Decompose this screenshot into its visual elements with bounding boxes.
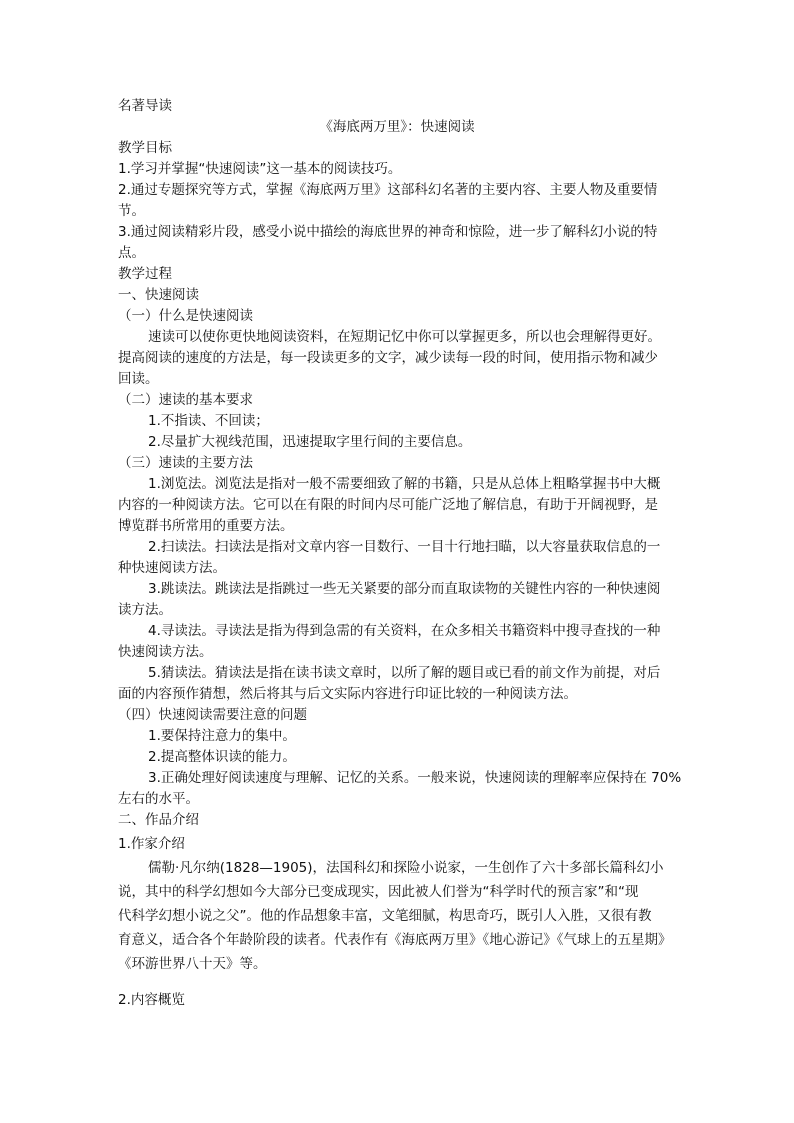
author-line-2: 说，其中的科学幻想如今大部分已变成现实，因此被人们誉为“科学时代的预言家”和“现 [118, 884, 639, 900]
part1-sub2-heading: （二）速读的基本要求 [118, 392, 253, 408]
method-1-line-2: 内容的一种阅读方法。它可以在有限的时间内尽可能广泛地了解信息，有助于开阔视野，是 [118, 497, 658, 513]
part1-sub1-line-2: 提高阅读的速度的方法是，每一段读更多的文字，减少读每一段的时间，使用指示物和减少 [118, 350, 658, 366]
part2-heading: 二、作品介绍 [118, 812, 199, 828]
part1-sub1-line-1: 速读可以使你更快地阅读资料，在短期记忆中你可以掌握更多，所以也会理解得更好。 [148, 329, 661, 345]
author-line-5: 《环游世界八十天》等。 [118, 956, 267, 972]
method-1-line-1: 1.浏览法。浏览法是指对一般不需要细致了解的书籍，只是从总体上粗略掌握书中大概 [148, 476, 661, 492]
goal-3-line-2: 点。 [118, 245, 145, 261]
note-3-line-2: 左右的水平。 [118, 791, 199, 807]
part1-sub2-item-1: 1.不指读、不回读； [148, 413, 269, 429]
section-label: 名著导读 [118, 98, 172, 114]
author-line-4: 育意义，适合各个年龄阶段的读者。代表作有《海底两万里》《地心游记》《气球上的五星期》 [118, 932, 672, 948]
goal-1: 1.学习并掌握“快速阅读”这一基本的阅读技巧。 [118, 161, 402, 177]
content-heading: 2.内容概览 [118, 992, 185, 1008]
part1-heading: 一、快速阅读 [118, 287, 199, 303]
method-3-line-1: 3.跳读法。跳读法是指跳过一些无关紧要的部分而直取读物的关键性内容的一种快速阅 [148, 581, 661, 597]
note-1: 1.要保持注意力的集中。 [148, 728, 296, 744]
method-3-line-2: 读方法。 [118, 602, 172, 618]
goal-2-line-2: 节。 [118, 203, 145, 219]
note-3-line-1: 3.正确处理好阅读速度与理解、记忆的关系。一般来说，快速阅读的理解率应保持在 70% [148, 770, 682, 786]
note-2: 2.提高整体识读的能力。 [148, 749, 296, 765]
process-heading: 教学过程 [118, 266, 172, 282]
method-5-line-2: 面的内容预作猜想，然后将其与后文实际内容进行印证比较的一种阅读方法。 [118, 686, 577, 702]
part1-sub2-item-2: 2.尽量扩大视线范围，迅速提取字里行间的主要信息。 [148, 434, 472, 450]
method-4-line-2: 快速阅读方法。 [118, 644, 213, 660]
part1-sub4-heading: （四）快速阅读需要注意的问题 [118, 707, 307, 723]
teaching-goals-heading: 教学目标 [118, 140, 172, 156]
part1-sub3-heading: （三）速读的主要方法 [118, 455, 253, 471]
method-5-line-1: 5.猜读法。猜读法是指在读书读文章时，以所了解的题目或已看的前文作为前提，对后 [148, 665, 661, 681]
author-heading: 1.作家介绍 [118, 836, 185, 852]
method-1-line-3: 博览群书所常用的重要方法。 [118, 518, 294, 534]
method-4-line-1: 4.寻读法。寻读法是指为得到急需的有关资料，在众多相关书籍资料中搜寻查找的一种 [148, 623, 661, 639]
method-2-line-2: 种快速阅读方法。 [118, 560, 226, 576]
part1-sub1-heading: （一）什么是快速阅读 [118, 308, 253, 324]
author-line-1: 儒勒·凡尔纳(1828—1905)，法国科幻和探险小说家，一生创作了六十多部长篇科幻小 [148, 860, 664, 876]
method-2-line-1: 2.扫读法。扫读法是指对文章内容一目数行、一目十行地扫瞄，以大容量获取信息的一 [148, 539, 661, 555]
goal-3-line-1: 3.通过阅读精彩片段，感受小说中描绘的海底世界的神奇和惊险，进一步了解科幻小说的特 [118, 224, 658, 240]
author-line-3: 代科学幻想小说之父”。他的作品想象丰富，文笔细腻，构思奇巧，既引人入胜，又很有教 [118, 908, 652, 924]
goal-2-line-1: 2.通过专题探究等方式，掌握《海底两万里》这部科幻名著的主要内容、主要人物及重要情 [118, 182, 658, 198]
document-title: 《海底两万里》：快速阅读 [319, 119, 475, 135]
part1-sub1-line-3: 回读。 [118, 371, 159, 387]
